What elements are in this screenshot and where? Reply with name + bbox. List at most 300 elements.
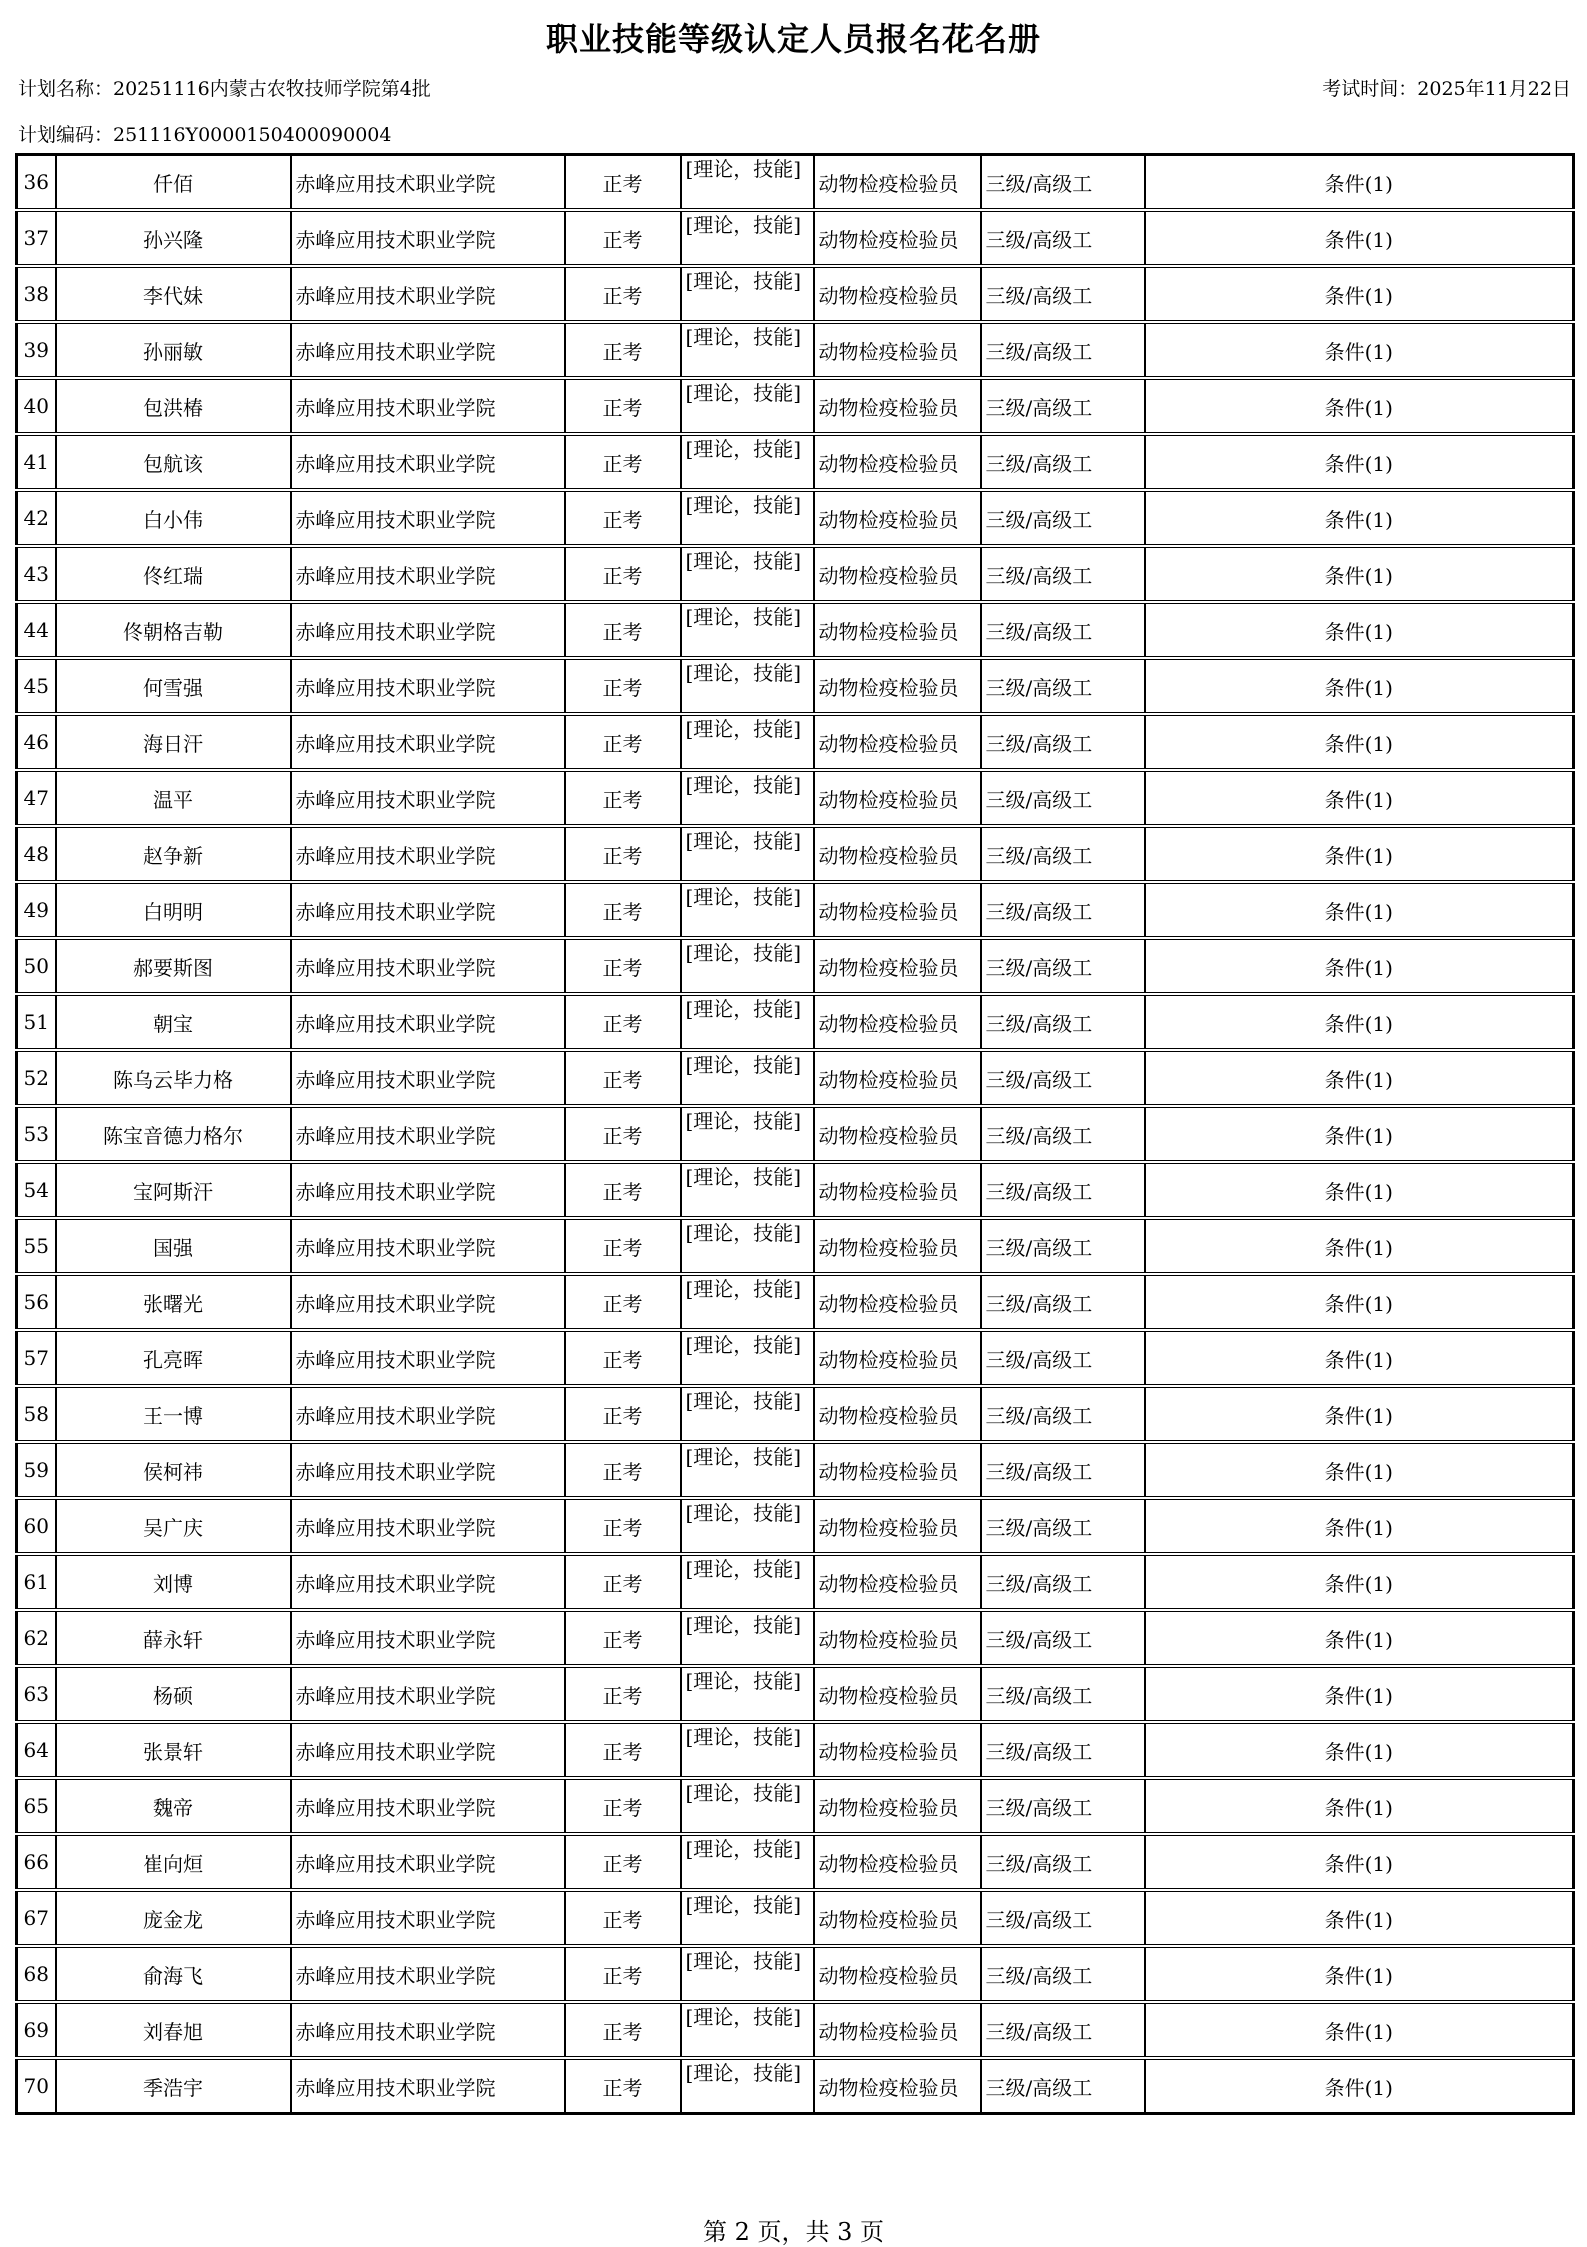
organization: 赤峰应用技术职业学院 — [291, 1106, 565, 1162]
row-number: 50 — [17, 938, 56, 994]
qualification-condition: 条件(1) — [1145, 1330, 1574, 1386]
skill-level: 三级/高级工 — [981, 602, 1145, 658]
occupation: 动物检疫检验员 — [814, 490, 981, 546]
exam-subjects: [理论，技能] — [681, 826, 814, 882]
exam-subjects: [理论，技能] — [681, 938, 814, 994]
table-row — [17, 322, 1574, 378]
organization: 赤峰应用技术职业学院 — [291, 1218, 565, 1274]
applicant-name: 孔亮晖 — [56, 1330, 291, 1386]
applicant-name: 郝要斯图 — [56, 938, 291, 994]
occupation: 动物检疫检验员 — [814, 210, 981, 266]
roster-body — [17, 155, 1574, 2114]
skill-level: 三级/高级工 — [981, 155, 1145, 211]
table-row — [17, 1778, 1574, 1834]
organization: 赤峰应用技术职业学院 — [291, 938, 565, 994]
table-row — [17, 434, 1574, 490]
table-row — [17, 2002, 1574, 2058]
applicant-name: 何雪强 — [56, 658, 291, 714]
exam-type: 正考 — [565, 1386, 681, 1442]
skill-level: 三级/高级工 — [981, 714, 1145, 770]
qualification-condition: 条件(1) — [1145, 1386, 1574, 1442]
exam-subjects: [理论，技能] — [681, 1890, 814, 1946]
skill-level: 三级/高级工 — [981, 826, 1145, 882]
exam-type: 正考 — [565, 1274, 681, 1330]
exam-type: 正考 — [565, 1498, 681, 1554]
row-number: 52 — [17, 1050, 56, 1106]
table-row — [17, 210, 1574, 266]
exam-subjects: [理论，技能] — [681, 210, 814, 266]
exam-subjects: [理论，技能] — [681, 1386, 814, 1442]
row-number: 62 — [17, 1610, 56, 1666]
applicant-name: 包航该 — [56, 434, 291, 490]
occupation: 动物检疫检验员 — [814, 1106, 981, 1162]
applicant-name: 张景轩 — [56, 1722, 291, 1778]
organization: 赤峰应用技术职业学院 — [291, 1778, 565, 1834]
skill-level: 三级/高级工 — [981, 1162, 1145, 1218]
occupation: 动物检疫检验员 — [814, 546, 981, 602]
qualification-condition: 条件(1) — [1145, 1834, 1574, 1890]
occupation: 动物检疫检验员 — [814, 938, 981, 994]
exam-subjects: [理论，技能] — [681, 490, 814, 546]
qualification-condition: 条件(1) — [1145, 1666, 1574, 1722]
roster-table — [15, 153, 1575, 2115]
table-row — [17, 155, 1574, 211]
organization: 赤峰应用技术职业学院 — [291, 1946, 565, 2002]
applicant-name: 佟朝格吉勒 — [56, 602, 291, 658]
organization: 赤峰应用技术职业学院 — [291, 546, 565, 602]
row-number: 38 — [17, 266, 56, 322]
organization: 赤峰应用技术职业学院 — [291, 1050, 565, 1106]
exam-subjects: [理论，技能] — [681, 546, 814, 602]
organization: 赤峰应用技术职业学院 — [291, 1890, 565, 1946]
skill-level: 三级/高级工 — [981, 1498, 1145, 1554]
organization: 赤峰应用技术职业学院 — [291, 155, 565, 211]
exam-subjects: [理论，技能] — [681, 602, 814, 658]
exam-subjects: [理论，技能] — [681, 714, 814, 770]
skill-level: 三级/高级工 — [981, 1554, 1145, 1610]
table-row — [17, 658, 1574, 714]
exam-subjects: [理论，技能] — [681, 1722, 814, 1778]
qualification-condition: 条件(1) — [1145, 658, 1574, 714]
table-row — [17, 1890, 1574, 1946]
row-number: 46 — [17, 714, 56, 770]
row-number: 69 — [17, 2002, 56, 2058]
applicant-name: 张曙光 — [56, 1274, 291, 1330]
occupation: 动物检疫检验员 — [814, 1050, 981, 1106]
skill-level: 三级/高级工 — [981, 546, 1145, 602]
occupation: 动物检疫检验员 — [814, 1554, 981, 1610]
occupation: 动物检疫检验员 — [814, 1218, 981, 1274]
occupation: 动物检疫检验员 — [814, 2058, 981, 2114]
exam-subjects: [理论，技能] — [681, 1274, 814, 1330]
qualification-condition: 条件(1) — [1145, 1218, 1574, 1274]
row-number: 70 — [17, 2058, 56, 2114]
row-number: 68 — [17, 1946, 56, 2002]
qualification-condition: 条件(1) — [1145, 826, 1574, 882]
occupation: 动物检疫检验员 — [814, 322, 981, 378]
occupation: 动物检疫检验员 — [814, 1722, 981, 1778]
occupation: 动物检疫检验员 — [814, 1498, 981, 1554]
table-row — [17, 1722, 1574, 1778]
table-row — [17, 1834, 1574, 1890]
exam-type: 正考 — [565, 490, 681, 546]
organization: 赤峰应用技术职业学院 — [291, 770, 565, 826]
skill-level: 三级/高级工 — [981, 938, 1145, 994]
applicant-name: 俞海飞 — [56, 1946, 291, 2002]
occupation: 动物检疫检验员 — [814, 882, 981, 938]
organization: 赤峰应用技术职业学院 — [291, 882, 565, 938]
exam-subjects: [理论，技能] — [681, 155, 814, 211]
table-row — [17, 378, 1574, 434]
exam-type: 正考 — [565, 378, 681, 434]
occupation: 动物检疫检验员 — [814, 1946, 981, 2002]
organization: 赤峰应用技术职业学院 — [291, 602, 565, 658]
row-number: 58 — [17, 1386, 56, 1442]
qualification-condition: 条件(1) — [1145, 2058, 1574, 2114]
skill-level: 三级/高级工 — [981, 1666, 1145, 1722]
organization: 赤峰应用技术职业学院 — [291, 266, 565, 322]
qualification-condition: 条件(1) — [1145, 1778, 1574, 1834]
applicant-name: 季浩宇 — [56, 2058, 291, 2114]
occupation: 动物检疫检验员 — [814, 602, 981, 658]
exam-type: 正考 — [565, 826, 681, 882]
exam-subjects: [理论，技能] — [681, 1498, 814, 1554]
organization: 赤峰应用技术职业学院 — [291, 714, 565, 770]
exam-type: 正考 — [565, 1946, 681, 2002]
applicant-name: 薛永轩 — [56, 1610, 291, 1666]
occupation: 动物检疫检验员 — [814, 1666, 981, 1722]
skill-level: 三级/高级工 — [981, 210, 1145, 266]
skill-level: 三级/高级工 — [981, 1386, 1145, 1442]
skill-level: 三级/高级工 — [981, 434, 1145, 490]
row-number: 36 — [17, 155, 56, 211]
occupation: 动物检疫检验员 — [814, 770, 981, 826]
row-number: 43 — [17, 546, 56, 602]
exam-subjects: [理论，技能] — [681, 770, 814, 826]
qualification-condition: 条件(1) — [1145, 322, 1574, 378]
table-row — [17, 714, 1574, 770]
exam-type: 正考 — [565, 658, 681, 714]
table-row — [17, 1330, 1574, 1386]
skill-level: 三级/高级工 — [981, 1218, 1145, 1274]
row-number: 49 — [17, 882, 56, 938]
skill-level: 三级/高级工 — [981, 1890, 1145, 1946]
row-number: 57 — [17, 1330, 56, 1386]
exam-type: 正考 — [565, 322, 681, 378]
applicant-name: 崔向烜 — [56, 1834, 291, 1890]
row-number: 42 — [17, 490, 56, 546]
organization: 赤峰应用技术职业学院 — [291, 1554, 565, 1610]
exam-subjects: [理论，技能] — [681, 1330, 814, 1386]
table-row — [17, 1554, 1574, 1610]
table-row — [17, 2058, 1574, 2114]
organization: 赤峰应用技术职业学院 — [291, 826, 565, 882]
exam-subjects: [理论，技能] — [681, 2002, 814, 2058]
organization: 赤峰应用技术职业学院 — [291, 1442, 565, 1498]
occupation: 动物检疫检验员 — [814, 1890, 981, 1946]
exam-type: 正考 — [565, 1218, 681, 1274]
skill-level: 三级/高级工 — [981, 1050, 1145, 1106]
applicant-name: 侯柯祎 — [56, 1442, 291, 1498]
skill-level: 三级/高级工 — [981, 490, 1145, 546]
table-row — [17, 490, 1574, 546]
qualification-condition: 条件(1) — [1145, 882, 1574, 938]
organization: 赤峰应用技术职业学院 — [291, 2002, 565, 2058]
organization: 赤峰应用技术职业学院 — [291, 1666, 565, 1722]
page-number: 第 2 页，共 3 页 — [702, 2218, 885, 2246]
organization: 赤峰应用技术职业学院 — [291, 1722, 565, 1778]
exam-subjects: [理论，技能] — [681, 658, 814, 714]
row-number: 66 — [17, 1834, 56, 1890]
exam-subjects: [理论，技能] — [681, 1946, 814, 2002]
exam-type: 正考 — [565, 1330, 681, 1386]
table-row — [17, 938, 1574, 994]
row-number: 60 — [17, 1498, 56, 1554]
table-row — [17, 602, 1574, 658]
page-title: 职业技能等级认定人员报名花名册 — [545, 20, 1041, 58]
skill-level: 三级/高级工 — [981, 1778, 1145, 1834]
table-row — [17, 882, 1574, 938]
exam-subjects: [理论，技能] — [681, 1554, 814, 1610]
exam-subjects: [理论，技能] — [681, 882, 814, 938]
exam-type: 正考 — [565, 1834, 681, 1890]
qualification-condition: 条件(1) — [1145, 434, 1574, 490]
exam-type: 正考 — [565, 1162, 681, 1218]
applicant-name: 佟红瑞 — [56, 546, 291, 602]
table-row — [17, 770, 1574, 826]
skill-level: 三级/高级工 — [981, 1722, 1145, 1778]
skill-level: 三级/高级工 — [981, 322, 1145, 378]
table-row — [17, 1610, 1574, 1666]
table-row — [17, 1218, 1574, 1274]
exam-subjects: [理论，技能] — [681, 1050, 814, 1106]
exam-type: 正考 — [565, 1722, 681, 1778]
qualification-condition: 条件(1) — [1145, 378, 1574, 434]
organization: 赤峰应用技术职业学院 — [291, 1386, 565, 1442]
applicant-name: 刘春旭 — [56, 2002, 291, 2058]
exam-type: 正考 — [565, 1106, 681, 1162]
row-number: 45 — [17, 658, 56, 714]
applicant-name: 孙兴隆 — [56, 210, 291, 266]
occupation: 动物检疫检验员 — [814, 2002, 981, 2058]
applicant-name: 吴广庆 — [56, 1498, 291, 1554]
exam-type: 正考 — [565, 994, 681, 1050]
organization: 赤峰应用技术职业学院 — [291, 490, 565, 546]
exam-type: 正考 — [565, 155, 681, 211]
skill-level: 三级/高级工 — [981, 1106, 1145, 1162]
exam-type: 正考 — [565, 210, 681, 266]
table-row — [17, 994, 1574, 1050]
exam-type: 正考 — [565, 714, 681, 770]
qualification-condition: 条件(1) — [1145, 770, 1574, 826]
exam-type: 正考 — [565, 2002, 681, 2058]
skill-level: 三级/高级工 — [981, 882, 1145, 938]
skill-level: 三级/高级工 — [981, 1442, 1145, 1498]
exam-type: 正考 — [565, 602, 681, 658]
occupation: 动物检疫检验员 — [814, 1778, 981, 1834]
qualification-condition: 条件(1) — [1145, 490, 1574, 546]
qualification-condition: 条件(1) — [1145, 1946, 1574, 2002]
organization: 赤峰应用技术职业学院 — [291, 434, 565, 490]
organization: 赤峰应用技术职业学院 — [291, 994, 565, 1050]
row-number: 48 — [17, 826, 56, 882]
table-row — [17, 1162, 1574, 1218]
applicant-name: 仟佰 — [56, 155, 291, 211]
table-row — [17, 1442, 1574, 1498]
skill-level: 三级/高级工 — [981, 1834, 1145, 1890]
occupation: 动物检疫检验员 — [814, 1442, 981, 1498]
occupation: 动物检疫检验员 — [814, 658, 981, 714]
row-number: 61 — [17, 1554, 56, 1610]
qualification-condition: 条件(1) — [1145, 546, 1574, 602]
applicant-name: 李代妹 — [56, 266, 291, 322]
table-row — [17, 1106, 1574, 1162]
table-row — [17, 1666, 1574, 1722]
applicant-name: 王一博 — [56, 1386, 291, 1442]
row-number: 47 — [17, 770, 56, 826]
exam-subjects: [理论，技能] — [681, 1834, 814, 1890]
row-number: 37 — [17, 210, 56, 266]
qualification-condition: 条件(1) — [1145, 1554, 1574, 1610]
qualification-condition: 条件(1) — [1145, 994, 1574, 1050]
exam-subjects: [理论，技能] — [681, 266, 814, 322]
skill-level: 三级/高级工 — [981, 266, 1145, 322]
occupation: 动物检疫检验员 — [814, 1330, 981, 1386]
table-row — [17, 266, 1574, 322]
applicant-name: 陈乌云毕力格 — [56, 1050, 291, 1106]
skill-level: 三级/高级工 — [981, 2002, 1145, 2058]
qualification-condition: 条件(1) — [1145, 938, 1574, 994]
occupation: 动物检疫检验员 — [814, 155, 981, 211]
plan-code: 计划编码：251116Y0000150400090004 — [18, 124, 392, 146]
row-number: 41 — [17, 434, 56, 490]
applicant-name: 海日汗 — [56, 714, 291, 770]
applicant-name: 杨硕 — [56, 1666, 291, 1722]
occupation: 动物检疫检验员 — [814, 434, 981, 490]
organization: 赤峰应用技术职业学院 — [291, 1834, 565, 1890]
exam-subjects: [理论，技能] — [681, 994, 814, 1050]
occupation: 动物检疫检验员 — [814, 1162, 981, 1218]
row-number: 39 — [17, 322, 56, 378]
row-number: 64 — [17, 1722, 56, 1778]
exam-type: 正考 — [565, 546, 681, 602]
applicant-name: 孙丽敏 — [56, 322, 291, 378]
organization: 赤峰应用技术职业学院 — [291, 1162, 565, 1218]
exam-subjects: [理论，技能] — [681, 1610, 814, 1666]
applicant-name: 白小伟 — [56, 490, 291, 546]
occupation: 动物检疫检验员 — [814, 266, 981, 322]
qualification-condition: 条件(1) — [1145, 2002, 1574, 2058]
qualification-condition: 条件(1) — [1145, 714, 1574, 770]
exam-type: 正考 — [565, 2058, 681, 2114]
row-number: 67 — [17, 1890, 56, 1946]
occupation: 动物检疫检验员 — [814, 1610, 981, 1666]
organization: 赤峰应用技术职业学院 — [291, 1498, 565, 1554]
qualification-condition: 条件(1) — [1145, 266, 1574, 322]
skill-level: 三级/高级工 — [981, 378, 1145, 434]
exam-type: 正考 — [565, 1778, 681, 1834]
exam-subjects: [理论，技能] — [681, 1106, 814, 1162]
exam-subjects: [理论，技能] — [681, 434, 814, 490]
qualification-condition: 条件(1) — [1145, 1442, 1574, 1498]
row-number: 55 — [17, 1218, 56, 1274]
plan-name: 计划名称：20251116内蒙古农牧技师学院第4批 — [18, 78, 431, 100]
occupation: 动物检疫检验员 — [814, 1386, 981, 1442]
skill-level: 三级/高级工 — [981, 994, 1145, 1050]
row-number: 54 — [17, 1162, 56, 1218]
qualification-condition: 条件(1) — [1145, 1722, 1574, 1778]
row-number: 56 — [17, 1274, 56, 1330]
organization: 赤峰应用技术职业学院 — [291, 378, 565, 434]
table-row — [17, 1386, 1574, 1442]
skill-level: 三级/高级工 — [981, 1330, 1145, 1386]
skill-level: 三级/高级工 — [981, 658, 1145, 714]
exam-type: 正考 — [565, 1050, 681, 1106]
skill-level: 三级/高级工 — [981, 2058, 1145, 2114]
occupation: 动物检疫检验员 — [814, 714, 981, 770]
exam-type: 正考 — [565, 770, 681, 826]
exam-type: 正考 — [565, 1890, 681, 1946]
applicant-name: 刘博 — [56, 1554, 291, 1610]
table-row — [17, 826, 1574, 882]
table-row — [17, 1274, 1574, 1330]
exam-subjects: [理论，技能] — [681, 378, 814, 434]
occupation: 动物检疫检验员 — [814, 826, 981, 882]
organization: 赤峰应用技术职业学院 — [291, 1610, 565, 1666]
qualification-condition: 条件(1) — [1145, 1498, 1574, 1554]
applicant-name: 包洪椿 — [56, 378, 291, 434]
qualification-condition: 条件(1) — [1145, 155, 1574, 211]
exam-subjects: [理论，技能] — [681, 322, 814, 378]
exam-time: 考试时间：2025年11月22日 — [1322, 78, 1571, 100]
exam-type: 正考 — [565, 1610, 681, 1666]
applicant-name: 陈宝音德力格尔 — [56, 1106, 291, 1162]
row-number: 40 — [17, 378, 56, 434]
occupation: 动物检疫检验员 — [814, 378, 981, 434]
applicant-name: 朝宝 — [56, 994, 291, 1050]
exam-type: 正考 — [565, 1442, 681, 1498]
table-row — [17, 1050, 1574, 1106]
row-number: 51 — [17, 994, 56, 1050]
applicant-name: 国强 — [56, 1218, 291, 1274]
exam-type: 正考 — [565, 266, 681, 322]
qualification-condition: 条件(1) — [1145, 1050, 1574, 1106]
exam-subjects: [理论，技能] — [681, 1218, 814, 1274]
qualification-condition: 条件(1) — [1145, 1162, 1574, 1218]
organization: 赤峰应用技术职业学院 — [291, 658, 565, 714]
qualification-condition: 条件(1) — [1145, 602, 1574, 658]
table-row — [17, 1946, 1574, 2002]
row-number: 44 — [17, 602, 56, 658]
applicant-name: 白明明 — [56, 882, 291, 938]
exam-type: 正考 — [565, 938, 681, 994]
skill-level: 三级/高级工 — [981, 1610, 1145, 1666]
applicant-name: 温平 — [56, 770, 291, 826]
organization: 赤峰应用技术职业学院 — [291, 322, 565, 378]
applicant-name: 宝阿斯汗 — [56, 1162, 291, 1218]
exam-subjects: [理论，技能] — [681, 1442, 814, 1498]
exam-type: 正考 — [565, 1554, 681, 1610]
organization: 赤峰应用技术职业学院 — [291, 210, 565, 266]
qualification-condition: 条件(1) — [1145, 1610, 1574, 1666]
row-number: 65 — [17, 1778, 56, 1834]
skill-level: 三级/高级工 — [981, 1274, 1145, 1330]
row-number: 63 — [17, 1666, 56, 1722]
exam-subjects: [理论，技能] — [681, 2058, 814, 2114]
skill-level: 三级/高级工 — [981, 1946, 1145, 2002]
qualification-condition: 条件(1) — [1145, 1890, 1574, 1946]
occupation: 动物检疫检验员 — [814, 994, 981, 1050]
